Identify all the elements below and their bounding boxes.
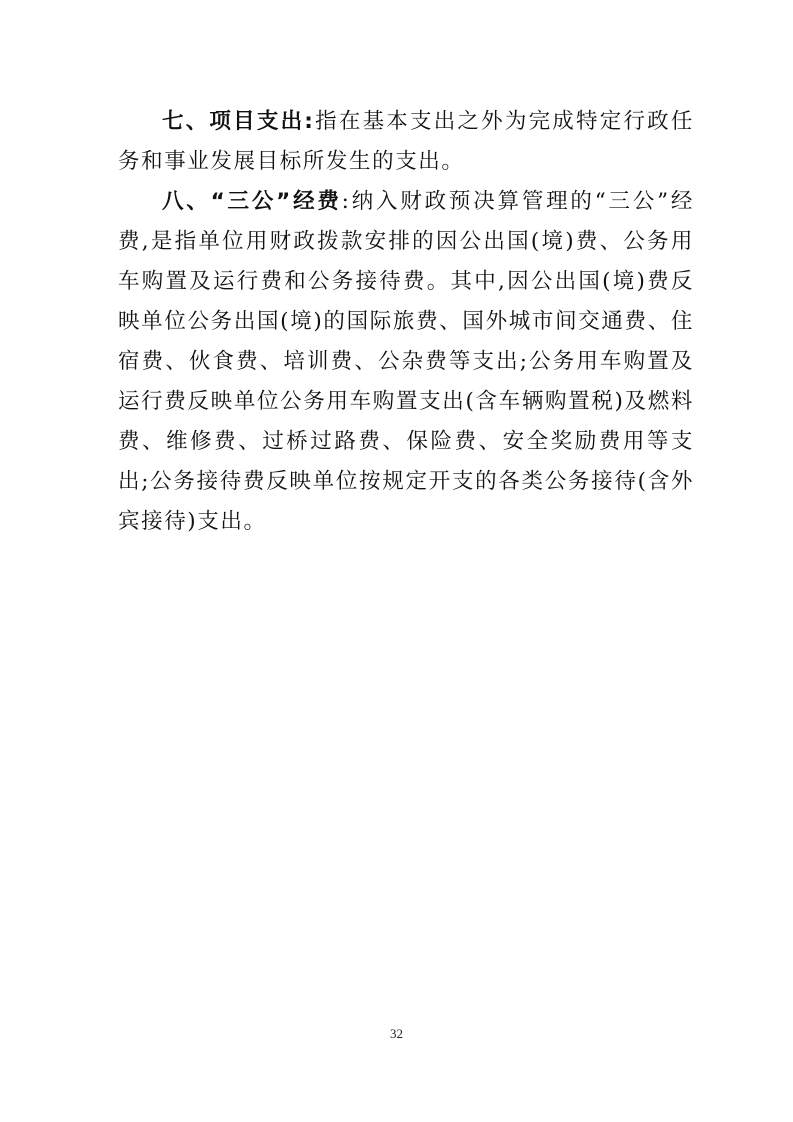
paragraph-project-expenditure (118, 102, 694, 182)
page-number: 32 (390, 1026, 403, 1041)
document-body (118, 102, 694, 542)
definition-three-public-expenses: :纳入财政预决算管理的“三公”经费,是指单位用财政拨款安排的因公出国(境)费、公务用车购置及运行费和公务接待费。其中,因公出国(境)费反映单位公务出国(境)的国际旅费、国外城市间交通费、住宿费、伙食费、培训费、公杂费等支出;公务用车购置及运行费反映单位公务用车购置支出(含车辆购置税)及燃料费、维修费、过桥过路费、保险费、安全奖励费用等支出;公务接待费反映单位按规定开支的各类公务接待(含外宾接待)支出。 (118, 189, 695, 534)
paragraph-three-public-expenses (118, 182, 694, 542)
term-three-public-expenses: 八、“三公”经费 (162, 189, 342, 214)
term-project-expenditure: 七、项目支出: (162, 109, 315, 134)
definition-project-expenditure: 指在基本支出之外为完成特定行政任务和事业发展目标所发生的支出。 (118, 109, 694, 174)
